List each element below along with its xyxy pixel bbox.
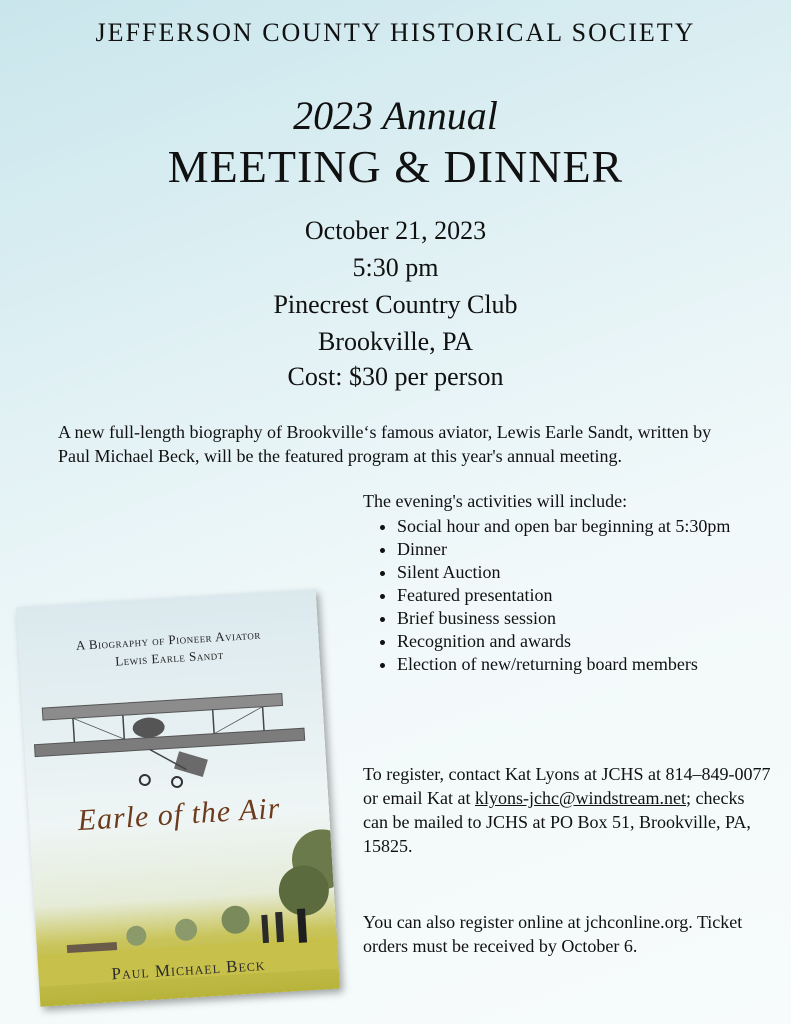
- list-item: • Recognition and awards: [397, 630, 763, 653]
- list-item: • Silent Auction: [397, 561, 763, 584]
- list-item: • Dinner: [397, 538, 763, 561]
- event-time: 5:30 pm: [352, 253, 439, 282]
- event-date: October 21, 2023: [304, 216, 487, 245]
- activities-heading: The evening's activities will include:: [363, 491, 628, 511]
- registration-paragraph: [363, 762, 773, 858]
- activities-section: [363, 490, 763, 676]
- book-title: Earle of the Air: [76, 791, 282, 838]
- list-item: • Social hour and open bar beginning at 5:30pm: [397, 515, 763, 538]
- org-name: JEFFERSON COUNTY HISTORICAL SOCIETY: [95, 18, 696, 47]
- register-text-before: To register, contact Kat Lyons at JCHS at 814–849-0077 or email Kat at: [363, 764, 771, 808]
- intro-paragraph: A new full-length biography of Brookville‘s famous aviator, Lewis Earle Sandt, written by Paul Michael Beck, will be the featured program at this year's annual meeting.: [58, 422, 712, 466]
- book-subtitle-line2: Lewis Earle Sandt: [114, 646, 225, 669]
- book-subtitle-line1: A Biography of Pioneer Aviator: [75, 626, 262, 653]
- book-cover: [16, 589, 340, 1007]
- register-text-after: ; checks can be mailed to JCHS at PO Box 51, Brookville, PA, 15825.: [363, 788, 751, 856]
- event-location: Brookville, PA: [317, 327, 474, 356]
- email-link[interactable]: klyons-jchc@windstream.net: [474, 788, 686, 808]
- event-venue: Pinecrest Country Club: [273, 290, 518, 319]
- activities-list: [363, 515, 763, 676]
- list-item: • Featured presentation: [397, 584, 763, 607]
- list-item: • Election of new/returning board members: [397, 653, 763, 676]
- event-title: MEETING & DINNER: [167, 141, 624, 192]
- list-item: • Brief business session: [397, 607, 763, 630]
- event-cost: Cost: $30 per person: [287, 362, 504, 391]
- online-registration-paragraph: You can also register online at jchconline.org. Ticket orders must be received by October 6.: [363, 912, 743, 956]
- year-line: 2023 Annual: [293, 93, 498, 138]
- book-author: Paul Michael Beck: [110, 954, 266, 984]
